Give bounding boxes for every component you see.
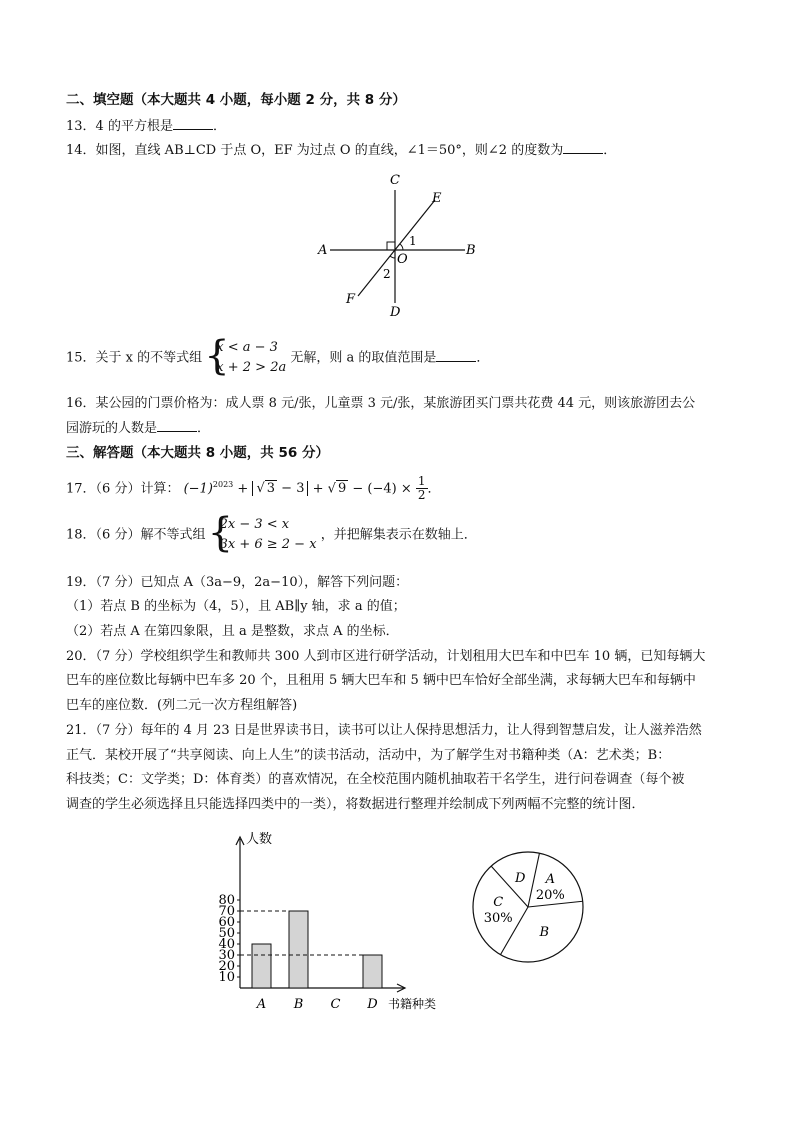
pie-label-a: A (545, 871, 555, 887)
label-b: B (466, 243, 476, 258)
q16-text: 园游玩的人数是 (66, 421, 158, 436)
right-angle-mark (387, 242, 395, 250)
label-angle-2: 2 (383, 267, 391, 281)
q16-answer-blank[interactable] (157, 419, 197, 432)
q18-post: ，并把解集表示在数轴上． (320, 527, 477, 543)
q18-ineq-2: 3x + 6 ≥ 2 − x (219, 537, 317, 552)
x-tick-label: B (293, 997, 304, 1012)
y-tick-label: 30 (218, 948, 235, 963)
q17-minus3: − 3 (281, 481, 305, 497)
q15-end: ． (476, 350, 490, 366)
q15-ineq-2: x + 2 > 2a (216, 360, 287, 375)
label-angle-1: 1 (409, 234, 417, 248)
q13-text: 13．4 的平方根是 (66, 119, 173, 134)
q17-denominator: 2 (417, 488, 426, 503)
q16-end: ． (197, 421, 211, 436)
bar-b (289, 911, 308, 988)
q15-system (206, 338, 286, 378)
q18-system (210, 515, 317, 555)
bar-d (363, 955, 382, 988)
question-13 (66, 117, 226, 136)
figure-14-lines (310, 168, 490, 323)
q17-pre: 17．（6 分）计算： (66, 481, 180, 497)
pie-percent-a: 20% (535, 887, 565, 903)
q17-numerator: 1 (417, 474, 426, 489)
question-16-line1: 16．某公园的门票价格为：成人票 8 元/张，儿童票 3 元/张，某旅游团买门票共花费 44 元，则该旅游团去公 (66, 396, 696, 411)
q18-pre: 18．（6 分）解不等式组 (66, 527, 206, 543)
question-19-line2: （1）若点 B 的坐标为（4，5），且 AB∥y 轴，求 a 的值； (66, 599, 406, 614)
x-axis-label: 书籍种类 (388, 997, 437, 1011)
q18-ineq-1: { 2x − 3 < x (219, 517, 290, 532)
q17-rest: − (−4) × (352, 481, 412, 497)
q17-abs: √ 3 − 3 (252, 481, 308, 496)
x-tick-label: D (367, 997, 378, 1012)
x-tick-label: C (330, 997, 341, 1012)
bar-chart (200, 825, 460, 1020)
q15-pre: 15．关于 x 的不等式组 (66, 350, 203, 366)
pie-chart (468, 835, 598, 985)
question-14 (66, 141, 616, 160)
pie-label-d: D (515, 871, 526, 887)
question-18 (66, 515, 477, 555)
question-20-line3: 巴车的座位数．(列二元一次方程组解答) (66, 698, 298, 713)
q15-answer-blank[interactable] (436, 349, 476, 362)
q17-fraction (416, 475, 428, 502)
y-tick-label: 40 (218, 937, 235, 952)
angle-1-arc (400, 244, 403, 250)
q13-answer-blank[interactable] (173, 117, 213, 130)
question-17: 17．（6 分）计算： $(-1)^{2023}$ + √ 3 − 3 + √ 9 − (−4) × $\frac{1}{2}$ ． (66, 474, 441, 503)
q17-base: (−1) (183, 481, 213, 497)
section2-heading: 二、填空题（本大题共 4 小题，每小题 2 分，共 8 分） (66, 92, 406, 108)
question-20-line2: 巴车的座位数比每辆中巴车多 20 个，且租用 5 辆大巴车和 5 辆中巴车恰好全部坐满，求每辆大巴车和每辆中 (66, 673, 696, 688)
y-tick-label: 20 (218, 959, 235, 974)
label-a: A (318, 243, 328, 258)
q14-answer-blank[interactable] (563, 141, 603, 154)
label-d: D (390, 305, 401, 320)
q17-end: ． (427, 481, 441, 497)
question-19-line3: （2）若点 A 在第四象限，且 a 是整数，求点 A 的坐标． (66, 624, 399, 639)
question-21-line1: 21．（7 分）每年的 4 月 23 日是世界读书日，读书可以让人保持思想活力，让人得到智慧启发，让人滋养浩然 (66, 723, 702, 738)
pie-percent-c: 30% (483, 911, 513, 927)
angle-2-arc (390, 256, 395, 258)
pie-label-b: B (539, 925, 550, 941)
label-c: C (390, 173, 400, 188)
y-axis-label: 人数 (246, 832, 273, 847)
q15-post: 无解，则 a 的取值范围是 (290, 350, 437, 366)
question-21-line2: 正气．某校开展了“共享阅读、向上人生”的读书活动，活动中，为了解学生对书籍种类（A：艺术类；B： (66, 748, 671, 763)
q13-end: ． (212, 119, 226, 134)
y-tick-label: 60 (218, 915, 235, 930)
question-21-line4: 调查的学生必须选择且只能选择四类中的一类），将数据进行整理并绘制成下列两幅不完整的统计图． (66, 797, 645, 812)
question-21-line3: 科技类；C：文学类；D：体育类）的喜欢情况，在全校范围内随机抽取若干名学生，进行问卷调查（每个被 (66, 772, 685, 787)
section3-heading: 三、解答题（本大题共 8 小题，共 56 分） (66, 445, 329, 461)
q15-ineq-1: { x < a − 3 (216, 340, 278, 355)
x-tick-label: A (256, 997, 267, 1012)
q17-sqrt9: 9 (337, 481, 347, 497)
question-20-line1: 20．（7 分）学校组织学生和教师共 300 人到市区进行研学活动，计划租用大巴车和中巴车 10 辆，已知每辆大 (66, 649, 706, 664)
label-o: O (397, 252, 408, 267)
label-f: F (346, 292, 356, 307)
q17-sqrt3: 3 (266, 481, 276, 497)
q17-plus2: + (312, 481, 324, 497)
q17-plus1: + (237, 481, 249, 497)
question-16-line2 (66, 419, 210, 438)
question-19-line1: 19．（7 分）已知点 A（3a−9，2a−10），解答下列问题： (66, 575, 409, 590)
y-tick-label: 10 (218, 970, 235, 985)
question-15 (66, 338, 489, 378)
q14-text: 14．如图，直线 AB⊥CD 于点 O，EF 为过点 O 的直线，∠1＝50°，则∠2 的度数为 (66, 143, 564, 158)
line-ef (358, 200, 435, 296)
label-e: E (432, 191, 442, 206)
bar-a (252, 944, 271, 988)
y-tick-label: 50 (218, 926, 235, 941)
y-tick-label: 80 (218, 893, 235, 908)
y-tick-label: 70 (218, 904, 235, 919)
pie-label-c: C (493, 895, 504, 911)
q17-exponent: 2023 (212, 480, 234, 489)
q14-end: ． (603, 143, 617, 158)
